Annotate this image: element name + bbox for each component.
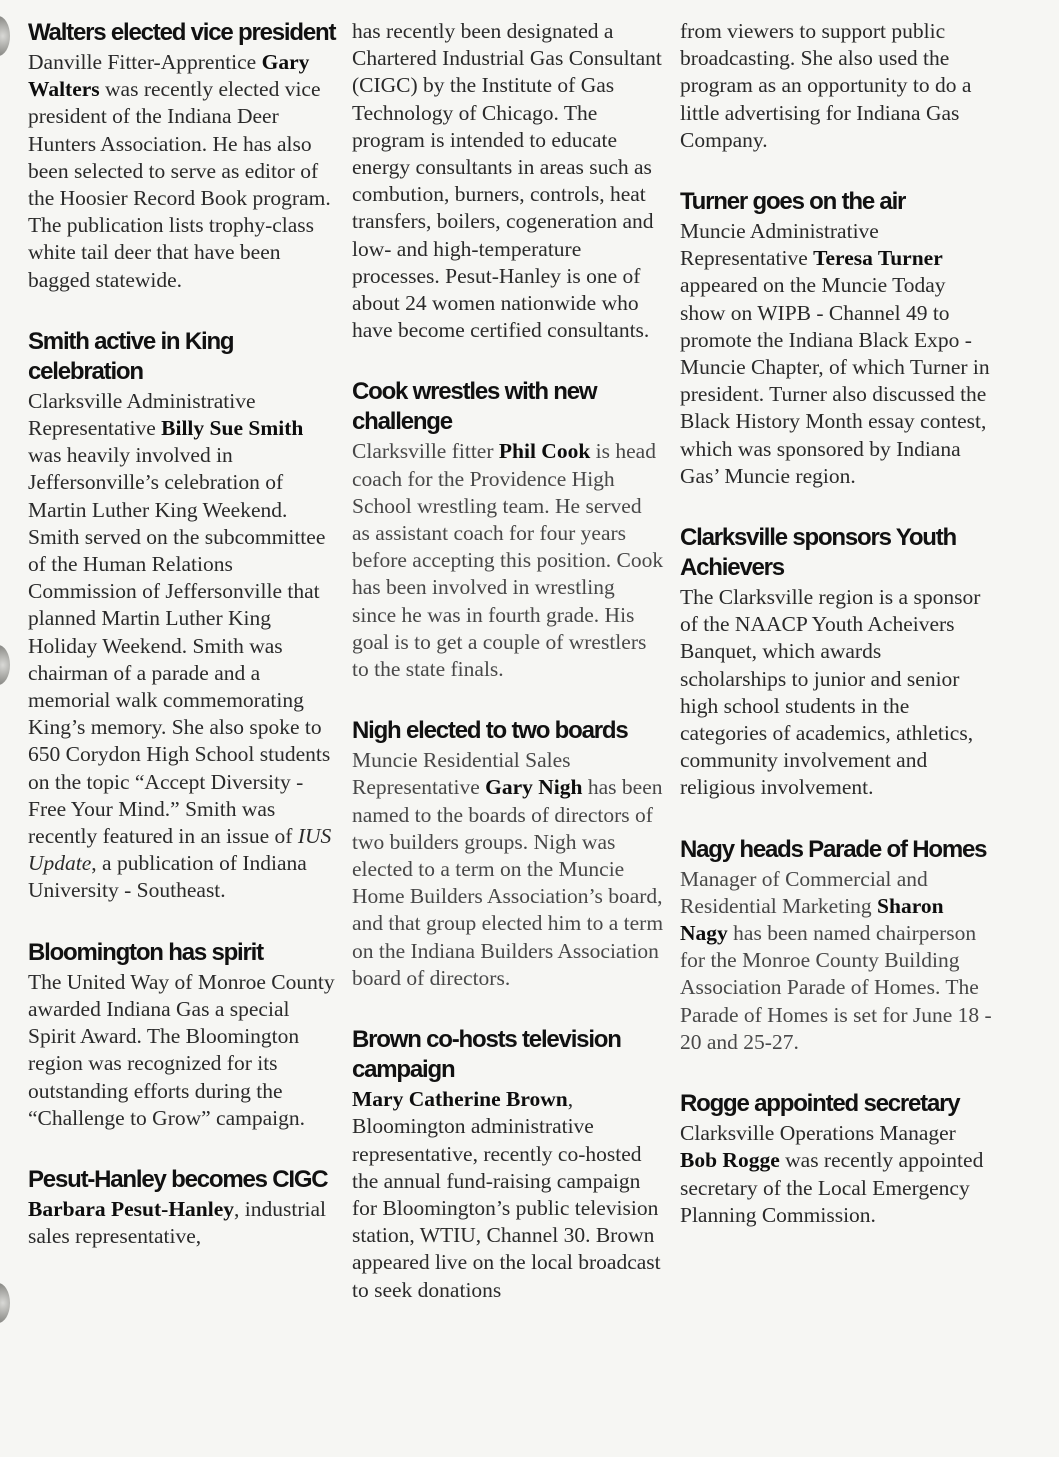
article-headline: Turner goes on the air xyxy=(680,188,906,216)
article-headline: Bloomington has spirit xyxy=(28,938,263,966)
publication-title: IUS Update xyxy=(28,824,332,876)
body-segment: was heavily involved in Jeffersonville’s celebration of Martin Luther King Weekend. Smith served on the subcommittee of the Human Relations Commission of Jeffersonville that planned Martin Luther King Holiday Weekend. Smith was chairman of a parade and a memorial walk commemorating King’s memory. She also spoke to 650 Corydon High School students on the topic “Accept Diversity - Free Your Mind.” Smith was recently featured in an issue of xyxy=(28,443,331,849)
person-name: Phil Cook xyxy=(498,439,591,464)
article-brown xyxy=(352,1025,664,1304)
column-2 xyxy=(352,18,664,1337)
body-segment: from viewers to support public broadcasting. She also used the program as an opportunity to do a little advertising for Indiana Gas Company. xyxy=(680,19,972,152)
body-segment: Danville Fitter-Apprentice xyxy=(28,50,262,74)
person-name: Billy Sue Smith xyxy=(161,416,304,441)
article-body xyxy=(28,1196,336,1250)
binder-hole xyxy=(0,645,10,685)
body-segment: Clarksville Administrative Representative xyxy=(28,388,256,441)
body-segment: was recently elected vice president of the Indiana Deer Hunters Association. He has also been selected to serve as editor of the Hoosier Record Book program. The publication lists trophy-class white tail deer that have been bagged statewide. xyxy=(28,77,331,292)
body-segment: Clarksville Operations Manager xyxy=(680,1121,956,1146)
article-headline: Rogge appointed secretary xyxy=(680,1090,960,1118)
person-name: Mary Catherine Brown xyxy=(352,1087,568,1112)
column-1 xyxy=(28,18,336,1283)
article-body xyxy=(680,584,992,802)
article-headline: Clarksville sponsors Youth Achievers xyxy=(680,524,957,582)
body-segment: appeared on the Muncie Today show on WIPB - Channel 49 to promote the Indiana Black Expo - Muncie Chapter, of which Turner in president. Turner also discussed the Black History Month essay contest, which was sponsored by Indiana Gas’ Muncie region. xyxy=(680,273,990,488)
article-pesut-hanley-continued xyxy=(352,18,664,344)
article-body xyxy=(352,1086,664,1304)
body-segment: The Clarksville region is a sponsor of the NAACP Youth Acheivers Banquet, which awards scholarships to junior and senior high school students in the categories of academics, athletics, community involvement and religious involvement. xyxy=(680,585,981,800)
article-turner xyxy=(680,187,992,490)
article-headline: Cook wrestles with new challenge xyxy=(352,378,597,436)
body-segment: has recently been designated a Chartered Industrial Gas Consultant (CIGC) by the Institute of Gas Technology of Chicago. The program is intended to educate energy consultants in areas such as combution, burners, controls, heat transfers, boilers, cogeneration and low- and high-temperature processes. Pesut-Hanley is one of about 24 women nationwide who have become certified consultants. xyxy=(352,19,662,343)
article-cook xyxy=(352,377,664,683)
body-segment: Clarksville fitter xyxy=(352,439,499,464)
article-headline: Brown co-hosts television campaign xyxy=(352,1026,621,1084)
body-segment: , industrial sales representative, xyxy=(28,1196,326,1249)
article-body xyxy=(352,18,664,344)
person-name: Gary Walters xyxy=(28,50,310,102)
article-headline: Nigh elected to two boards xyxy=(352,717,628,745)
binder-hole xyxy=(0,16,10,56)
article-body xyxy=(28,388,336,905)
article-body xyxy=(680,866,992,1056)
article-body xyxy=(352,747,664,992)
body-segment: has been named to the boards of directors of two builders groups. Nigh was elected to a term on the Muncie Home Builders Association’s board, and that group elected him to a term on the Indiana Builders Association board of directors. xyxy=(352,775,664,990)
article-headline: Smith active in King celebration xyxy=(28,327,234,385)
article-bloomington xyxy=(28,938,336,1132)
article-pesut-hanley xyxy=(28,1165,336,1250)
person-name: Gary Nigh xyxy=(485,775,583,800)
article-nagy xyxy=(680,835,992,1056)
body-segment: The United Way of Monroe County awarded Indiana Gas a special Spirit Award. The Bloomington region was recognized for its outstanding efforts during the “Challenge to Grow” campaign. xyxy=(28,969,335,1130)
body-segment: Manager of Commercial and Residential Marketing xyxy=(680,866,928,918)
body-segment: is head coach for the Providence High School wrestling team. He served as assistant coach for four years before accepting this position. Cook has been involved in wrestling since he was in fourth grade. His goal is to get a couple of wrestlers to the state finals. xyxy=(352,439,664,682)
article-body xyxy=(28,969,336,1132)
person-name: Barbara Pesut-Hanley xyxy=(28,1196,235,1221)
article-headline: Pesut-Hanley becomes CIGC xyxy=(28,1165,328,1193)
article-clarksville xyxy=(680,523,992,802)
article-brown-continued xyxy=(680,18,992,154)
article-headline: Nagy heads Parade of Homes xyxy=(680,835,987,863)
article-rogge xyxy=(680,1089,992,1229)
body-segment: , Bloomington administrative representative, recently co-hosted the annual fund-raising campaign for Bloomington’s public television station, WTIU, Channel 30. Brown appeared live on the local broadcast to seek donations xyxy=(352,1087,661,1302)
person-name: Bob Rogge xyxy=(680,1148,780,1173)
article-nigh xyxy=(352,716,664,992)
article-body xyxy=(680,1120,992,1229)
article-walters xyxy=(28,18,336,294)
article-smith xyxy=(28,327,336,905)
article-headline: Walters elected vice president xyxy=(28,19,336,46)
article-body xyxy=(352,438,664,683)
article-body xyxy=(28,49,336,294)
body-segment: , a publication of Indiana University - Southeast. xyxy=(28,851,307,903)
body-segment: was recently appointed secretary of the Local Emergency Planning Commission. xyxy=(680,1148,984,1227)
column-3 xyxy=(680,18,992,1262)
person-name: Teresa Turner xyxy=(813,246,943,271)
body-segment: has been named chairperson for the Monroe County Building Association Parade of Homes. The Parade of Homes is set for June 18 - 20 and 25-27. xyxy=(680,921,992,1054)
body-segment: Muncie Residential Sales Representative xyxy=(352,748,571,800)
person-name: Sharon Nagy xyxy=(680,893,944,946)
binder-hole xyxy=(0,1283,10,1323)
article-body xyxy=(680,218,992,490)
body-segment: Muncie Administrative Representative xyxy=(680,219,879,271)
article-body xyxy=(680,18,992,154)
